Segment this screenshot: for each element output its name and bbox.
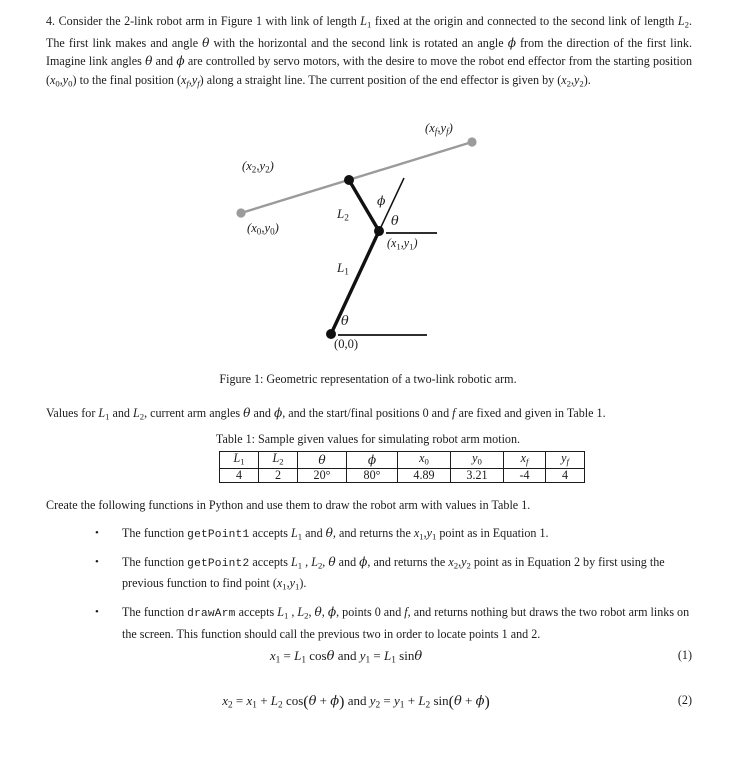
equation-2-body (56, 693, 656, 712)
bullet3-seg-a: The function (122, 604, 188, 619)
table-header-L1 (220, 452, 259, 469)
intro-seg-a: 4. Consider the 2-link robot arm in Figure 1 with link of length (46, 14, 361, 28)
subscript-1: 1 (367, 19, 372, 30)
intro-paragraph: 4. Consider the 2-link robot arm in Figure 1 with link of length $L_1$ fixed at the origin and connected to the second link of length $L_2$. The first link makes and angle θ with the horizontal and the second link is rotated an angle ϕ from the direction of the first link. Imagine link angles θ and ϕ are controlled by servo motors, with the desire to move the robot end effector from the starting position $(x_0,y_0)$ to the final position $(x_f,y_f)$ along a straight line. The current position of the end effector is given by $(x_2,y_2)$. (46, 14, 693, 89)
symbol-y: y (440, 121, 447, 135)
symbol-y: y (259, 159, 266, 173)
label-angle-theta-joint (391, 214, 399, 229)
open-paren: ( (448, 693, 454, 711)
symbol-y: y (561, 451, 567, 465)
subscript-1: 1 (409, 241, 414, 252)
bullet2-seg-c: , (302, 554, 312, 569)
subscript-1: 1 (297, 531, 303, 542)
subscript-2: 2 (265, 164, 270, 175)
symbol-x: x (391, 236, 397, 250)
symbol-y: y (359, 648, 366, 663)
bullet-icon: • (95, 605, 99, 618)
symbol-theta: θ (414, 649, 423, 664)
intro-seg-b: fixed at the origin and connected to the second link of length (371, 14, 678, 28)
theta-origin-text: θ (341, 314, 349, 329)
symbol-theta: θ (325, 526, 333, 540)
subscript-1: 1 (297, 560, 303, 571)
phi-text: ϕ (367, 452, 377, 467)
intro-seg-f: and (152, 54, 177, 69)
subscript-f: f (566, 456, 569, 467)
symbol-L: L (133, 406, 140, 420)
bullet1-seg-e: point as in Equation 1. (436, 526, 549, 540)
table-header-yf (546, 452, 585, 469)
figure-caption (0, 372, 736, 387)
symbol-phi: ϕ (327, 604, 337, 619)
table-cell-y0: 3.21 (451, 469, 504, 483)
symbol-L: L (270, 693, 279, 708)
symbol-y: y (264, 221, 271, 235)
table-header-y0 (451, 452, 504, 469)
symbol-phi: ϕ (330, 694, 340, 709)
subscript-0: 0 (256, 226, 262, 237)
table-caption (0, 432, 736, 447)
subscript-2: 2 (279, 456, 284, 467)
table-cell-theta: 20° (298, 469, 347, 483)
eq-sign: = (380, 693, 395, 708)
bullet3-seg-c: , (288, 604, 298, 619)
symbol-theta: θ (328, 554, 336, 569)
table-header-theta (298, 452, 347, 469)
subscript-1: 1 (391, 655, 396, 666)
subscript-1: 1 (240, 456, 245, 467)
table-header-row (220, 452, 585, 469)
label-point-one: $(x_1,y_1)$ (387, 236, 418, 252)
subscript-2: 2 (375, 700, 381, 711)
symbol-y: y (472, 451, 478, 465)
symbol-y: y (426, 526, 432, 540)
symbol-theta: θ (145, 54, 153, 69)
and-word: and (344, 693, 370, 708)
figure-svg (0, 108, 736, 358)
plus-sign: + (404, 693, 419, 708)
cos-operator: cos (309, 648, 327, 663)
subscript-f: f (446, 126, 449, 137)
subscript-2: 2 (453, 560, 459, 571)
subscript-1: 1 (295, 581, 300, 592)
symbol-x: x (419, 451, 425, 465)
intro-seg-i: ) along a straight line. The current position of the end effector is given by ( (199, 72, 562, 87)
symbol-x: x (50, 72, 56, 87)
symbol-L: L (291, 526, 298, 540)
theta-text: θ (318, 452, 326, 467)
table-cell-yf: 4 (546, 469, 585, 483)
equation-2-number: (2) (677, 693, 692, 707)
bullet2-seg-g: point as in Equation 2 by first using the previous function to find point ( (122, 554, 665, 591)
subscript-2: 2 (466, 560, 471, 571)
table-cell-x0: 4.89 (398, 469, 451, 483)
symbol-theta: θ (243, 406, 251, 420)
symbol-y: y (394, 693, 400, 708)
subscript-0: 0 (477, 456, 482, 467)
robot-arm-figure (0, 108, 736, 358)
phi-text: ϕ (377, 193, 386, 208)
intro-seg-g: are controlled by servo motors, with the desire to move the robot end effector from the starting position ( (46, 54, 693, 87)
bullet3-seg-g: , and returns nothing but draws the two robot arm links on the screen. This function should call the previous two in order to locate points 1 and 2. (122, 604, 690, 641)
symbol-x: x (251, 221, 257, 235)
label-link-L2 (337, 206, 349, 224)
symbol-x: x (222, 693, 228, 708)
symbol-L: L (360, 14, 368, 28)
subscript-1: 1 (275, 655, 281, 666)
trajectory-line (241, 142, 472, 213)
bullet1-seg-c: and (302, 526, 326, 540)
subscript-f: f (186, 78, 189, 89)
table-header-L2 (259, 452, 298, 469)
close-paren: ) (339, 693, 345, 711)
symbol-x: x (413, 526, 420, 540)
symbol-y: y (62, 72, 69, 87)
subscript-2: 2 (227, 700, 233, 711)
subscript-2: 2 (317, 560, 323, 571)
table-header-xf (504, 452, 546, 469)
cos-operator: cos (285, 693, 304, 708)
values-seg-d: and (250, 406, 274, 420)
symbol-y: y (369, 693, 376, 708)
create-functions-text: Create the following functions in Python and use them to draw the robot arm with values in Table 1. (46, 498, 531, 512)
symbol-theta: θ (314, 604, 322, 619)
subscript-2: 2 (566, 78, 571, 89)
and-word: and (334, 648, 360, 663)
symbol-L: L (297, 604, 305, 619)
bullet1-seg-d: , and returns the (332, 526, 414, 540)
bullet-icon: • (95, 527, 99, 539)
bullet2-seg-b: accepts (249, 554, 292, 569)
code-getpoint1: getPoint1 (187, 529, 250, 541)
subscript-2: 2 (425, 700, 431, 711)
symbol-x: x (429, 121, 435, 135)
bullet3-seg-e: , (321, 604, 328, 619)
symbol-y: y (403, 236, 410, 250)
symbol-L: L (311, 554, 318, 569)
subscript-2: 2 (251, 164, 257, 175)
subscript-1: 1 (283, 610, 289, 621)
subscript-f: f (434, 126, 438, 137)
symbol-L: L (294, 648, 302, 663)
bullet2-seg-d: , (322, 554, 329, 569)
subscript-0: 0 (55, 78, 60, 89)
subscript-1: 1 (419, 531, 424, 542)
subscript-1: 1 (301, 655, 307, 666)
symbol-theta: θ (326, 649, 335, 664)
symbol-f: f (452, 406, 456, 420)
list-item (46, 603, 694, 643)
plus-sign: + (316, 693, 331, 708)
bullet1-seg-a: The function (122, 526, 188, 540)
figure-caption-text: Figure 1: Geometric representation of a two-link robotic arm. (219, 372, 517, 386)
table-cell-L1: 4 (220, 469, 259, 483)
intro-seg-c: . The first link makes and angle (46, 14, 692, 50)
symbol-phi: ϕ (176, 54, 185, 69)
symbol-L: L (291, 554, 298, 569)
symbol-x: x (246, 159, 252, 173)
bullet2-seg-e: and (335, 554, 360, 569)
values-table (219, 451, 585, 483)
bullet2-seg-f: , and returns the (367, 554, 449, 569)
label-origin (334, 337, 358, 352)
subscript-2: 2 (344, 213, 349, 224)
bullet3-seg-f: , points 0 and (336, 604, 405, 619)
symbol-L: L (98, 406, 106, 420)
eq-sign: = (232, 693, 247, 708)
symbol-L: L (337, 260, 345, 275)
eq-sign: = (370, 648, 385, 663)
start-point-dot (236, 208, 245, 217)
subscript-2: 2 (579, 78, 584, 89)
bullet3-seg-d: , (308, 604, 315, 619)
subscript-1: 1 (432, 531, 437, 542)
bullet-icon: • (95, 555, 99, 568)
close-paren: ) (484, 693, 490, 711)
subscript-2: 2 (278, 700, 283, 711)
table-header-phi (347, 452, 398, 469)
open-paren: ( (303, 693, 309, 711)
table-cell-xf: -4 (504, 469, 546, 483)
symbol-L: L (233, 451, 241, 465)
table-cell-phi: 80° (347, 469, 398, 483)
subscript-0: 0 (68, 78, 73, 89)
values-seg-f: are fixed and given in Table 1. (455, 406, 606, 420)
joint-dot-point1 (374, 226, 384, 236)
bullet2-seg-h: ). (299, 576, 307, 591)
symbol-theta: θ (308, 694, 317, 709)
label-link-L1 (337, 260, 349, 278)
intro-seg-h: ) to the final position ( (72, 72, 182, 87)
plus-sign: + (461, 693, 476, 708)
subscript-1: 1 (365, 655, 371, 666)
symbol-y: y (461, 554, 467, 569)
subscript-1: 1 (399, 700, 405, 711)
subscript-0: 0 (270, 226, 275, 237)
symbol-L: L (337, 206, 345, 221)
code-drawarm: drawArm (187, 607, 236, 620)
final-point-dot (467, 137, 476, 146)
symbol-y: y (574, 72, 580, 87)
values-line (46, 404, 696, 426)
symbol-phi: ϕ (273, 406, 283, 420)
values-seg-a: Values for (46, 406, 99, 420)
theta-joint-text: θ (391, 214, 399, 229)
subscript-f: f (197, 78, 200, 89)
equation-1-number: (1) (677, 648, 692, 662)
symbol-phi: ϕ (359, 554, 368, 569)
subscript-1: 1 (282, 581, 287, 592)
create-functions-line (46, 498, 696, 513)
table-row (220, 469, 585, 483)
symbol-x: x (561, 72, 567, 87)
symbol-f: f (404, 604, 408, 619)
list-item: • The function getPoint2 accepts $L_1$ , $L_2$, θ and ϕ, and returns the $x_2,y_2$ point as in Equation 2 by first using the previous function to find point $(x_1,y_1)$. (95, 554, 665, 592)
intro-seg-d: with the horizontal and the second link is rotated an angle (209, 35, 508, 50)
symbol-L: L (418, 693, 426, 708)
symbol-x: x (276, 576, 283, 591)
values-seg-e: , and the start/final positions 0 and (282, 406, 453, 420)
list-item: • The function getPoint1 accepts $L_1$ and θ, and returns the $x_1,y_1$ point as in Equation 1. (95, 526, 549, 542)
label-point-two: $(x_2,y_2)$ (242, 159, 274, 175)
symbol-L: L (384, 648, 392, 663)
symbol-phi: ϕ (475, 694, 485, 709)
table-header-x0 (398, 452, 451, 469)
symbol-x: x (520, 451, 526, 465)
label-angle-phi (377, 193, 385, 208)
symbol-x: x (181, 72, 187, 87)
label-final-point: $(x_f,y_f)$ (425, 121, 453, 137)
subscript-1: 1 (105, 411, 110, 422)
symbol-L: L (272, 451, 280, 465)
subscript-2: 2 (304, 610, 309, 621)
label-point-zero: $(x_0,y_0)$ (247, 221, 279, 237)
link-L1-segment (331, 231, 379, 334)
symbol-y: y (289, 576, 295, 591)
symbol-x: x (269, 648, 276, 663)
equation-1-body (46, 648, 646, 666)
subscript-0: 0 (424, 456, 429, 467)
code-getpoint2: getPoint2 (187, 557, 250, 570)
function-list (46, 524, 694, 650)
intro-seg-e: from the direction of the first link. Imagine link angles (46, 35, 692, 69)
symbol-theta: θ (453, 694, 462, 709)
plus-sign: + (256, 693, 271, 708)
origin-text: (0,0) (334, 337, 359, 351)
label-angle-theta-origin (341, 314, 349, 329)
bullet2-seg-a: The function (122, 554, 188, 569)
subscript-1: 1 (344, 267, 349, 278)
sin-operator: sin (433, 693, 449, 708)
sin-operator: sin (399, 648, 415, 663)
bullet1-seg-b: accepts (249, 526, 292, 540)
symbol-theta: θ (202, 35, 210, 50)
symbol-x: x (246, 693, 253, 708)
intro-seg-j: ). (583, 72, 591, 87)
values-seg-c: , current arm angles (144, 406, 244, 420)
link-L2-segment (349, 180, 379, 231)
values-seg-b: and (109, 406, 133, 420)
joint-dot-point2 (344, 175, 354, 185)
table-caption-text: Table 1: Sample given values for simulating robot arm motion. (215, 432, 521, 446)
subscript-1: 1 (396, 241, 401, 252)
symbol-phi: ϕ (507, 35, 516, 50)
subscript-1: 1 (252, 700, 257, 711)
subscript-2: 2 (684, 19, 689, 30)
symbol-x: x (448, 554, 454, 569)
subscript-2: 2 (139, 411, 145, 422)
bullet3-seg-b: accepts (235, 604, 278, 619)
symbol-L: L (677, 14, 685, 28)
symbol-L: L (277, 604, 284, 619)
eq-sign: = (280, 648, 295, 663)
symbol-y: y (191, 72, 198, 87)
subscript-f: f (525, 456, 529, 467)
table-cell-L2: 2 (259, 469, 298, 483)
